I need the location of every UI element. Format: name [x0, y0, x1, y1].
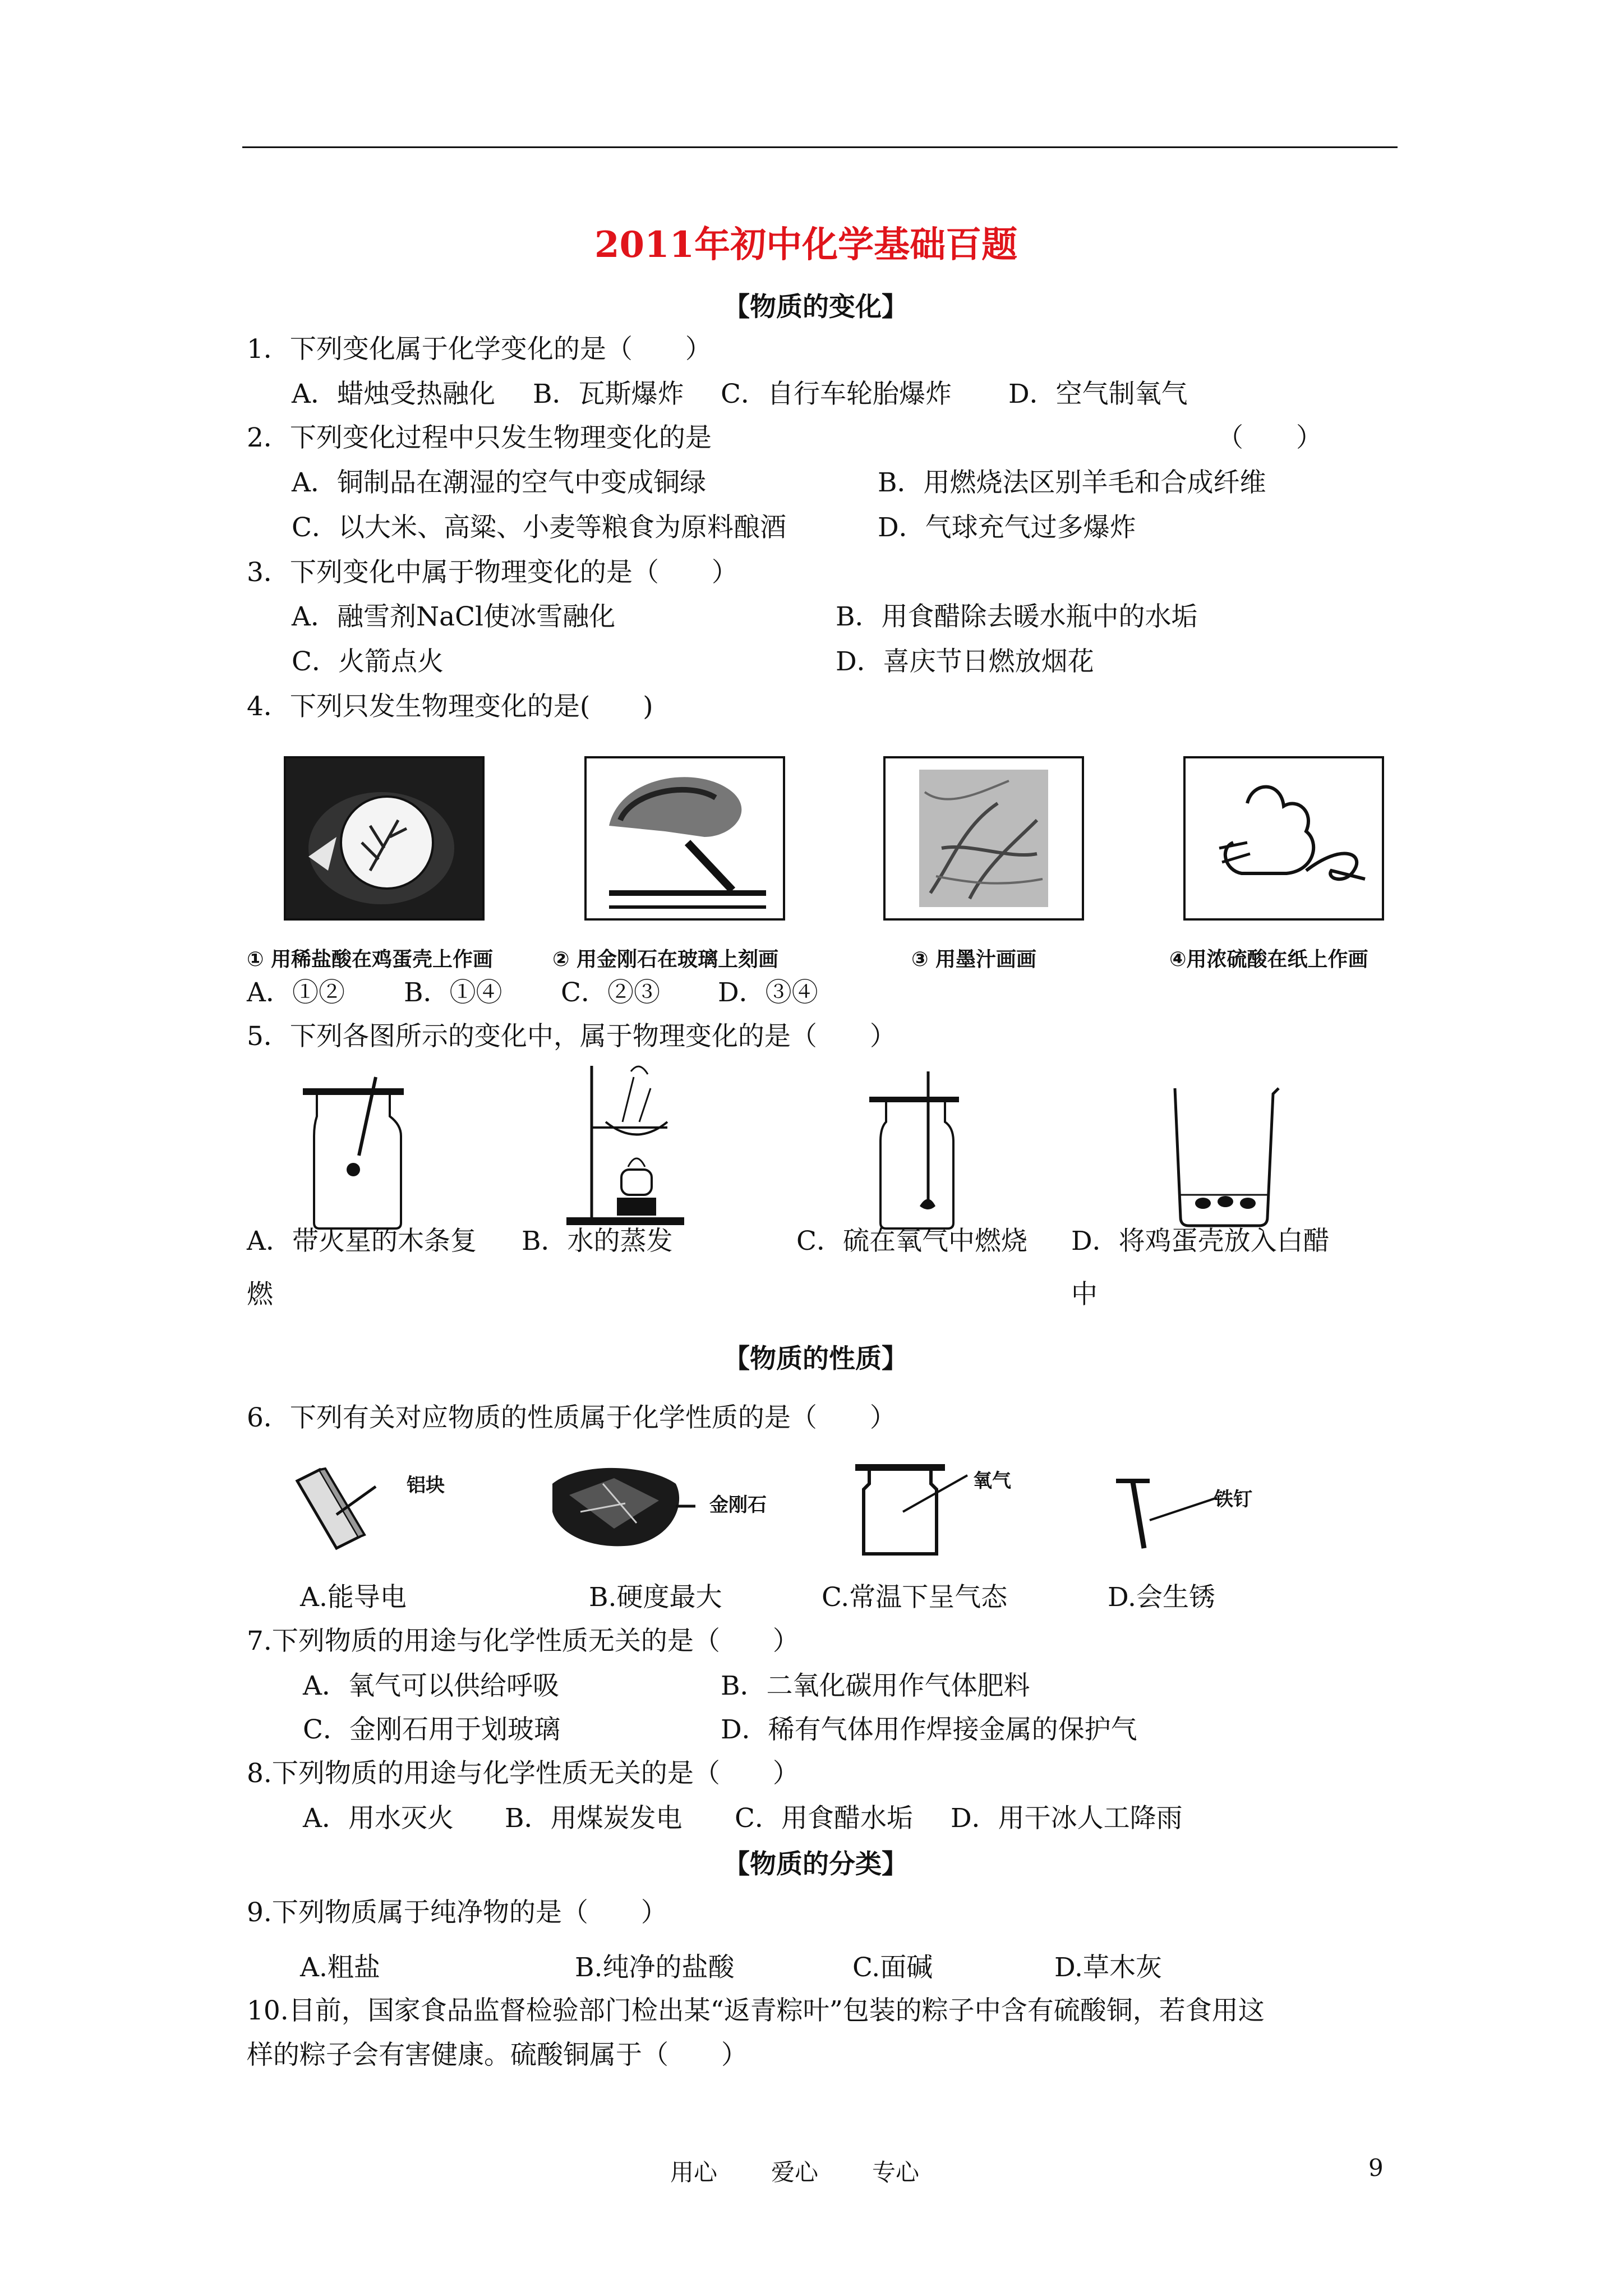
- question-6-option-a: A.能导电: [300, 1582, 407, 1613]
- question-7-option-b: B．二氧化碳用作气体肥料: [721, 1671, 1030, 1701]
- image-caption-1: ① 用稀盐酸在鸡蛋壳上作画: [247, 948, 494, 971]
- question-2-option-b: B．用燃烧法区别羊毛和合成纤维: [878, 467, 1266, 498]
- footer-motto-2: 爱心: [771, 2159, 819, 2186]
- page-title: 2011年初中化学基础百题: [594, 224, 1018, 266]
- label-iron-nail: 铁钉: [1214, 1488, 1252, 1511]
- question-4-option-d: D．③④: [718, 977, 818, 1008]
- question-7-option-c: C．金刚石用于划玻璃: [303, 1714, 560, 1745]
- footer-motto-1: 用心: [670, 2159, 718, 2186]
- question-9-option-b: B.纯净的盐酸: [575, 1952, 735, 1983]
- question-4-option-a: A．①②: [247, 977, 345, 1008]
- question-2-option-d: D．气球充气过多爆炸: [878, 512, 1136, 543]
- question-2-option-a: A．铜制品在潮湿的空气中变成铜绿: [292, 467, 706, 498]
- question-5-option-a-line1: A．带火星的木条复: [247, 1226, 477, 1257]
- question-7-stem: 7.下列物质的用途与化学性质无关的是（ ）: [247, 1626, 799, 1657]
- question-6-option-d: D.会生锈: [1108, 1582, 1215, 1613]
- question-7-option-a: A．氧气可以供给呼吸: [303, 1671, 559, 1701]
- label-oxygen: 氧气: [973, 1470, 1011, 1492]
- aluminum-block-icon: [292, 1458, 393, 1554]
- diamond-cutting-icon: [587, 758, 783, 918]
- header-rule: [242, 146, 1398, 148]
- iron-nail-icon: [1110, 1470, 1223, 1559]
- diamond-icon: [547, 1461, 704, 1551]
- question-1-stem: 1．下列变化属于化学变化的是（ ）: [247, 334, 712, 365]
- question-5-option-c: C．硫在氧气中燃烧: [796, 1226, 1027, 1257]
- footer-motto-3: 专心: [872, 2159, 920, 2186]
- question-5-option-d-line2: 中: [1071, 1279, 1098, 1310]
- question-10-line1: 10.目前，国家食品监督检验部门检出某“返青粽叶”包装的粽子中含有硫酸铜，若食用这: [247, 1995, 1265, 2026]
- question-4-option-c: C．②③: [561, 977, 660, 1008]
- image-caption-2: ② 用金刚石在玻璃上刻画: [552, 948, 779, 971]
- question-2-option-c: C．以大米、高粱、小麦等粮食为原料酿酒: [292, 512, 786, 543]
- egg-shell-drawing-icon: [286, 758, 482, 918]
- glowing-splint-bottle-icon: [292, 1066, 415, 1234]
- question-1-option-c: C．自行车轮胎爆炸: [721, 379, 952, 409]
- question-3-option-c: C．火箭点火: [292, 646, 444, 677]
- sulfuric-acid-paper-image: [1183, 756, 1384, 921]
- mouse-sketch-icon: [1186, 758, 1382, 918]
- image-caption-3: ③ 用墨汁画画: [911, 948, 1037, 971]
- section-heading-property: 【物质的性质】: [723, 1343, 908, 1374]
- question-8-option-c: C．用食醋水垢: [735, 1803, 913, 1834]
- egg-shell-drawing-image: [284, 756, 485, 921]
- eggshell-vinegar-beaker-icon: [1164, 1083, 1287, 1234]
- question-4-option-b: B．①④: [404, 977, 502, 1008]
- sulfur-burning-bottle-icon: [864, 1066, 987, 1234]
- question-1-option-b: B．瓦斯爆炸: [533, 379, 684, 409]
- section-heading-change: 【物质的变化】: [723, 292, 908, 323]
- section-heading-classify: 【物质的分类】: [723, 1849, 908, 1880]
- question-1-option-a: A．蜡烛受热融化: [292, 379, 495, 409]
- question-6-option-c: C.常温下呈气态: [822, 1582, 1008, 1613]
- question-1-option-d: D．空气制氧气: [1008, 379, 1188, 409]
- question-6-option-b: B.硬度最大: [589, 1582, 722, 1613]
- question-3-option-d: D．喜庆节日燃放烟花: [836, 646, 1094, 677]
- question-9-option-c: C.面碱: [852, 1952, 933, 1983]
- question-2-answer-paren: （ ）: [1217, 422, 1322, 453]
- question-6-stem: 6．下列有关对应物质的性质属于化学性质的是（ ）: [247, 1402, 896, 1433]
- question-5-option-b: B．水的蒸发: [522, 1226, 673, 1257]
- image-caption-4: ④用浓硫酸在纸上作画: [1169, 948, 1368, 971]
- label-diamond: 金刚石: [709, 1494, 767, 1516]
- question-2-stem: 2．下列变化过程中只发生物理变化的是: [247, 422, 712, 453]
- question-3-option-b: B．用食醋除去暖水瓶中的水垢: [836, 601, 1198, 632]
- ink-painting-image: [883, 756, 1084, 921]
- question-3-option-a: A．融雪剂NaCl使冰雪融化: [292, 601, 616, 632]
- diamond-glass-carving-image: [584, 756, 785, 921]
- question-10-line2: 样的粽子会有害健康。硫酸铜属于（ ）: [247, 2040, 748, 2070]
- question-4-stem: 4．下列只发生物理变化的是( ): [247, 691, 653, 722]
- oxygen-bottle-icon: [852, 1458, 976, 1559]
- label-aluminum: 铝块: [407, 1474, 445, 1497]
- question-5-stem: 5．下列各图所示的变化中，属于物理变化的是（ ）: [247, 1021, 896, 1052]
- question-8-stem: 8.下列物质的用途与化学性质无关的是（ ）: [247, 1758, 799, 1789]
- water-evaporation-apparatus-icon: [555, 1055, 690, 1234]
- question-3-stem: 3．下列变化中属于物理变化的是（ ）: [247, 557, 738, 588]
- question-7-option-d: D．稀有气体用作焊接金属的保护气: [721, 1714, 1137, 1745]
- ink-painting-icon: [886, 758, 1082, 918]
- question-5-option-a-line2: 燃: [247, 1279, 273, 1310]
- question-9-option-d: D.草木灰: [1054, 1952, 1162, 1983]
- question-8-option-a: A．用水灭火: [303, 1803, 454, 1834]
- question-9-stem: 9.下列物质属于纯净物的是（ ）: [247, 1897, 667, 1928]
- question-5-option-d-line1: D．将鸡蛋壳放入白醋: [1071, 1226, 1330, 1257]
- page-number: 9: [1368, 2154, 1384, 2182]
- question-8-option-d: D．用干冰人工降雨: [951, 1803, 1183, 1834]
- question-8-option-b: B．用煤炭发电: [505, 1803, 683, 1834]
- question-9-option-a: A.粗盐: [300, 1952, 380, 1983]
